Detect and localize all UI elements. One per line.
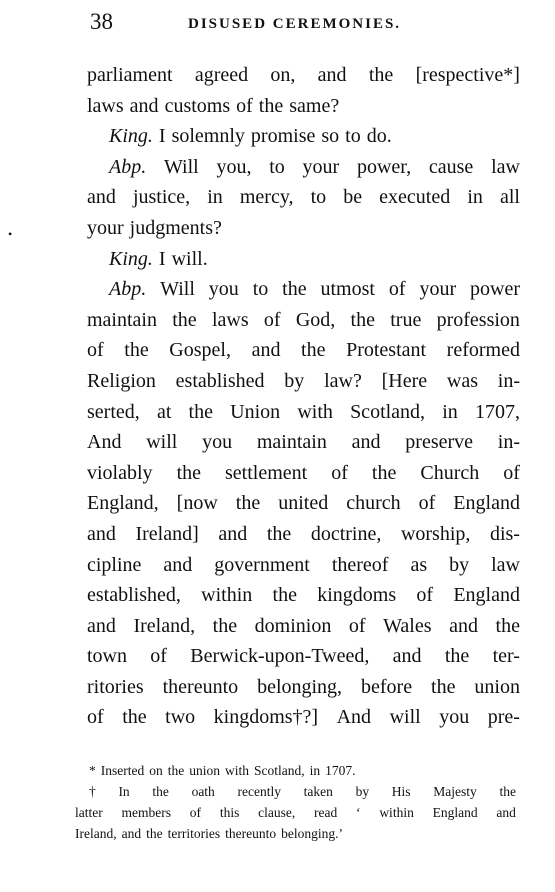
word: and [121,826,142,841]
word: Church [420,461,480,484]
word: Will [163,155,199,178]
word: Scotland, [350,400,426,423]
word: England [453,492,520,515]
word: territories [167,826,221,841]
word: the [188,400,213,423]
word: so [321,125,340,148]
word: the [266,522,292,545]
word: the [176,461,201,484]
word: power, [356,155,412,178]
word: power [470,278,520,301]
word: * [89,763,96,778]
word: promise [250,125,316,148]
word: And [336,706,372,729]
word: Berwick-upon-Tweed, [190,645,370,668]
word: and [449,614,478,637]
word: the [235,492,261,515]
word: within [201,584,253,607]
word: Protestant [346,339,427,362]
word: profession [436,308,520,331]
word: the [431,675,456,698]
body-text [87,60,520,733]
word: you [202,431,233,454]
word: pre- [487,706,520,729]
running-title: DISUSED CEREMONIES. [188,16,402,32]
footnote-line [75,802,516,823]
word: on [149,763,163,778]
word: the [495,614,520,637]
text-line [87,580,520,611]
word: His [391,784,411,799]
word: the [301,339,326,362]
text-line [87,213,520,244]
word: will. [171,247,208,270]
word: and [87,186,116,209]
word: ter- [492,645,520,668]
word: Gospel, [169,339,231,362]
word: was [446,369,478,392]
text-line [87,672,520,703]
word: kingdoms [317,584,397,607]
word: established, [87,584,181,607]
word: † [89,784,96,799]
word: and [392,645,422,668]
word: justice, [132,186,191,209]
word: I [158,247,166,270]
word: true [390,308,422,331]
word: laws [211,308,249,331]
word: belonging, [257,675,343,698]
text-line [87,91,520,122]
word: I [158,125,166,148]
word: agreed [194,64,249,86]
word: ritories [87,675,144,698]
word: same? [289,94,340,117]
word: settlement [225,461,308,484]
footnote-line [75,781,516,802]
word: 1707. [325,763,356,778]
word: your [302,155,340,178]
word: the [368,64,394,86]
speaker-label: Abp. [109,155,147,178]
speaker-label: Abp. [109,278,147,301]
word: the [172,308,197,331]
footnote-line [75,760,516,781]
word: with [225,763,250,778]
text-line [87,611,520,642]
word: utmost [320,278,375,301]
word: and [496,805,516,820]
word: violably [87,461,153,484]
word: thereunto [162,675,239,698]
word: will [389,706,421,729]
word: government [214,553,310,576]
word: Ireland, [75,826,117,841]
word: maintain [87,308,157,331]
word: your [419,278,457,301]
word: in- [497,369,520,392]
text-line [87,519,520,550]
word: town [87,645,127,668]
word: solemnly [171,125,245,148]
footnotes [75,760,516,844]
word: two [165,706,196,729]
word: of [388,278,406,301]
word: and [251,339,281,362]
text-line [87,60,520,91]
word: within [379,805,414,820]
word: at [156,400,172,423]
word: the [152,784,169,799]
text-line [87,397,520,428]
word: doctrine, [310,522,382,545]
word: to [252,278,269,301]
word: to [269,155,285,178]
word: Wales [383,614,432,637]
word: Majesty [433,784,477,799]
text-line [87,641,520,672]
speaker-label: King. [109,125,153,148]
text-line [87,702,520,733]
word: worship, [400,522,471,545]
word: this [219,805,240,820]
word: the [258,94,284,117]
word: belonging.’ [281,826,343,841]
word: be [343,186,363,209]
word: executed [379,186,451,209]
word: by [355,784,370,799]
word: mercy, [239,186,294,209]
word: union [189,763,220,778]
word: latter [75,805,103,820]
word: of [416,584,434,607]
word: the [272,584,297,607]
word: [now [176,492,218,515]
word: 1707, [474,400,520,423]
word: church [346,492,401,515]
margin-mark: • [8,227,13,241]
word: the [124,339,149,362]
word: in [207,186,223,209]
word: the [444,645,470,668]
word: and [129,94,159,117]
word: the [371,461,397,484]
word: to [310,186,327,209]
word: maintain [256,431,327,454]
word: of [87,339,104,362]
text-line [87,366,520,397]
word: of [150,645,167,668]
word: in- [497,431,520,454]
word: reformed [446,339,520,362]
word: to [345,125,361,148]
word: and [351,431,381,454]
word: And [87,431,122,454]
word: oath [191,784,215,799]
word: law [491,553,520,576]
word: in [467,186,483,209]
word: kingdoms†?] [213,706,319,729]
footnote-line [75,823,516,844]
word: of [236,94,253,117]
word: of [189,805,202,820]
text-line [87,488,520,519]
word: of [348,614,366,637]
word: all [499,186,520,209]
word: dominion [254,614,332,637]
page-number: 38 [90,9,113,34]
word: in [442,400,458,423]
word: as [410,553,428,576]
word: law? [324,369,362,392]
word: Scotland, [254,763,305,778]
word: of [331,461,348,484]
text-line [87,305,520,336]
word: customs [164,94,231,117]
text-line [87,335,520,366]
word: ‘ [356,805,361,820]
word: in [309,763,321,778]
word: dis- [489,522,520,545]
word: your [87,216,124,239]
word: of [503,461,520,484]
word: by [284,369,305,392]
word: Religion [87,369,156,392]
word: parliament [87,64,173,86]
text-line [87,182,520,213]
word: before [361,675,413,698]
word: and [218,522,248,545]
text-line [87,427,520,458]
word: Will [160,278,195,301]
word: the [212,614,238,637]
word: [Here [381,369,428,392]
word: [respective*] [415,64,520,86]
word: England [432,805,478,820]
word: the [146,826,163,841]
word: on, [270,64,296,86]
word: you, [216,155,252,178]
word: of [87,706,104,729]
text-line [87,121,520,152]
word: Inserted [100,763,145,778]
word: established [175,369,265,392]
word: you [208,278,239,301]
word: cause [428,155,474,178]
word: by [449,553,470,576]
word: recently [237,784,281,799]
word: thereunto [225,826,277,841]
word: In [118,784,130,799]
word: preserve [405,431,474,454]
word: God, [295,308,336,331]
word: Ireland, [133,614,196,637]
word: of [263,308,281,331]
word: the [282,278,307,301]
text-line [87,244,520,275]
word: Ireland] [135,522,199,545]
word: and [87,522,116,545]
text-line [87,152,520,183]
word: do. [366,125,392,148]
word: you [439,706,470,729]
word: taken [303,784,333,799]
word: the [499,784,516,799]
word: and [87,614,116,637]
word: England [453,584,520,607]
word: with [297,400,333,423]
word: Union [230,400,281,423]
word: united [278,492,329,515]
word: union [474,675,520,698]
word: the [350,308,375,331]
word: cipline [87,553,142,576]
word: and [317,64,347,86]
word: thereof [331,553,389,576]
text-line [87,458,520,489]
word: clause, [258,805,296,820]
text-line [87,274,520,305]
word: and [163,553,193,576]
speaker-label: King. [109,247,153,270]
word: serted, [87,400,140,423]
text-line [87,550,520,581]
word: England, [87,492,159,515]
word: of [418,492,436,515]
word: laws [87,94,124,117]
word: members [121,805,172,820]
word: read [314,805,338,820]
word: will [146,431,178,454]
word: judgments? [129,216,222,239]
word: the [122,706,147,729]
word: the [167,763,185,778]
word: law [491,155,520,178]
